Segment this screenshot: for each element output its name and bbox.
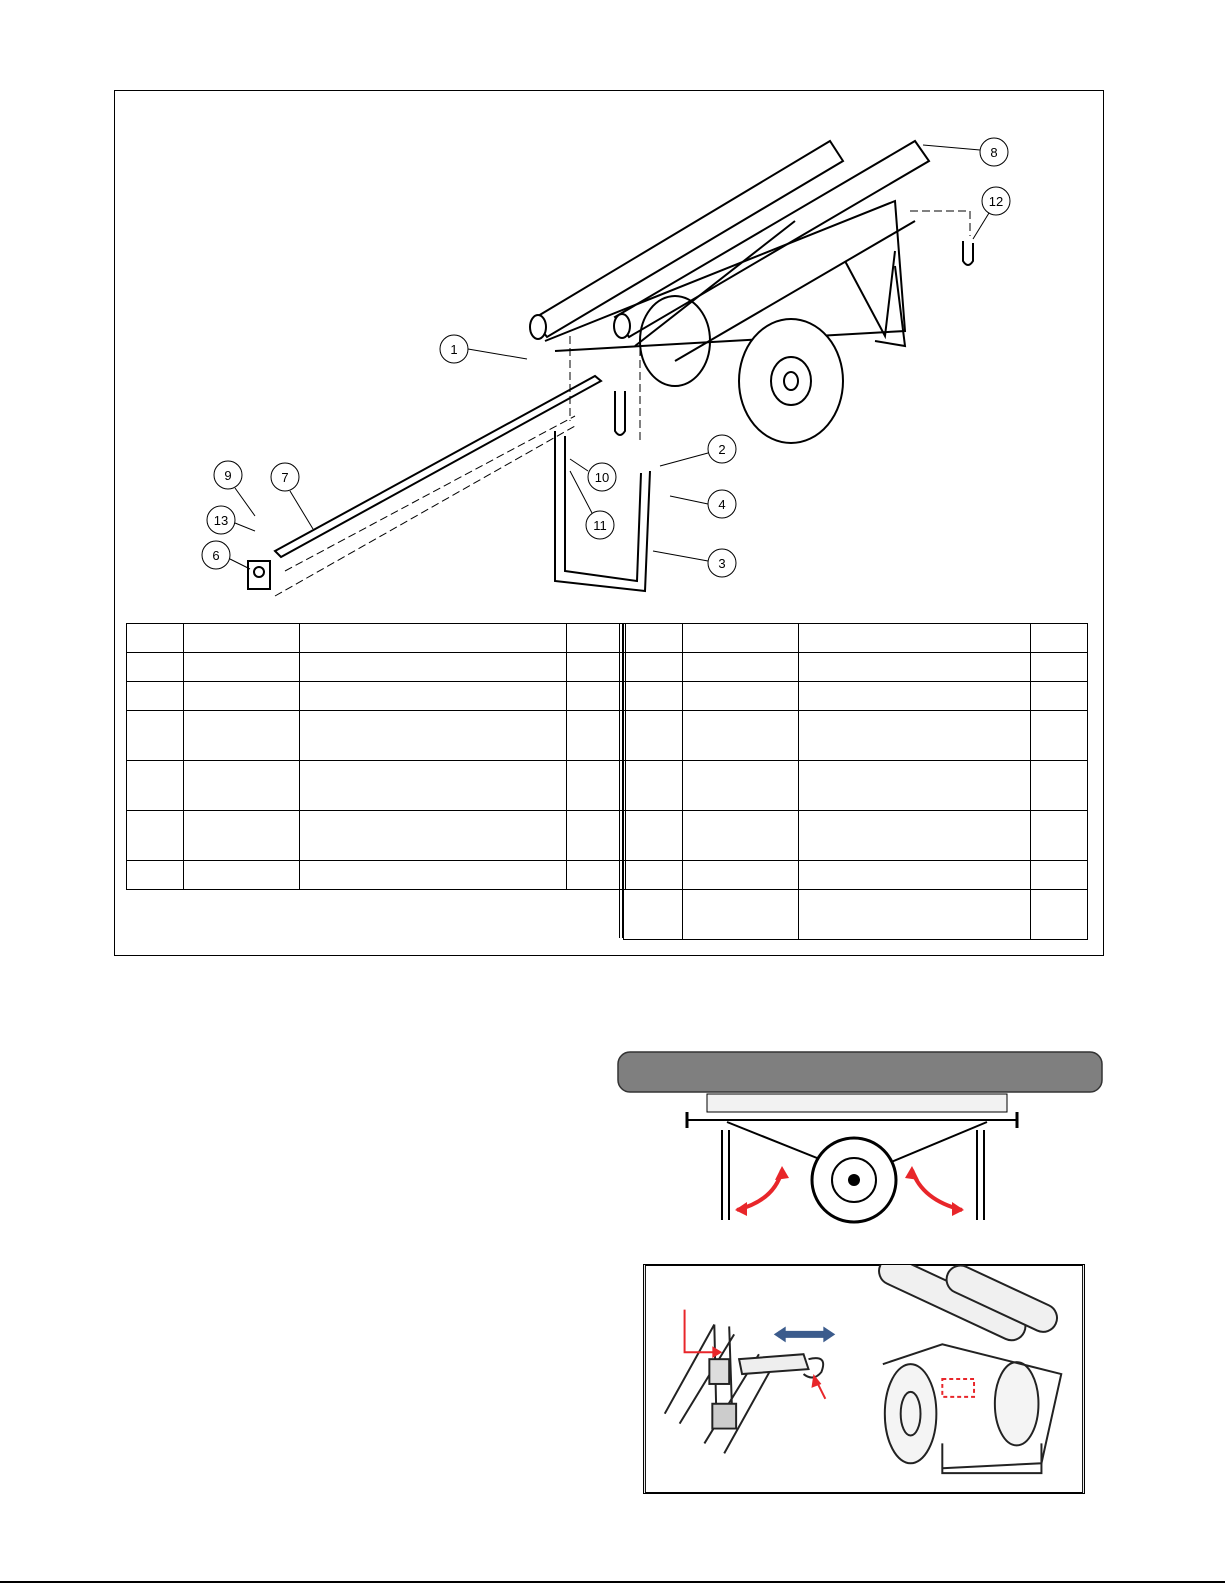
- exploded-view-frame: [114, 90, 1104, 956]
- svg-text:4: 4: [718, 497, 726, 512]
- table-row: [624, 653, 1088, 682]
- svg-text:2: 2: [718, 442, 726, 457]
- table-row: [127, 711, 626, 761]
- callout-2: [660, 435, 736, 466]
- table-row: [127, 653, 626, 682]
- svg-text:9: 9: [224, 468, 232, 483]
- table-row: [127, 624, 626, 653]
- table-row: [127, 811, 626, 861]
- leg-spread-illustration: [617, 1050, 1105, 1233]
- callout-7: [271, 463, 313, 529]
- callout-13: [207, 506, 255, 534]
- svg-text:13: 13: [213, 513, 229, 528]
- callout-10: [570, 459, 616, 491]
- table-row: [624, 811, 1088, 861]
- svg-text:7: 7: [281, 470, 289, 485]
- callout-12: [973, 187, 1010, 239]
- callout-1: [440, 335, 527, 363]
- table-row: [127, 861, 626, 890]
- callout-6: [202, 541, 250, 569]
- exploded-assembly-drawing: [115, 91, 1105, 621]
- hitch-pin-detail-illustration: [643, 1264, 1085, 1494]
- svg-text:6: 6: [212, 548, 220, 563]
- table-row: [624, 761, 1088, 811]
- svg-text:10: 10: [594, 470, 610, 485]
- page-bottom-rule: [0, 1581, 1225, 1583]
- callout-4: [670, 490, 736, 518]
- table-row: [624, 890, 1088, 940]
- table-row: [624, 861, 1088, 890]
- table-row: [624, 711, 1088, 761]
- svg-text:8: 8: [990, 145, 998, 160]
- table-row: [624, 682, 1088, 711]
- table-row: [127, 682, 626, 711]
- svg-text:12: 12: [988, 194, 1004, 209]
- table-row: [127, 761, 626, 811]
- parts-table-right: [623, 623, 1088, 940]
- svg-text:3: 3: [718, 556, 726, 571]
- parts-table-left: [126, 623, 626, 890]
- table-row: [624, 624, 1088, 653]
- callout-8: [923, 138, 1008, 166]
- svg-text:1: 1: [450, 342, 458, 357]
- svg-text:11: 11: [593, 518, 607, 533]
- callout-3: [653, 549, 736, 577]
